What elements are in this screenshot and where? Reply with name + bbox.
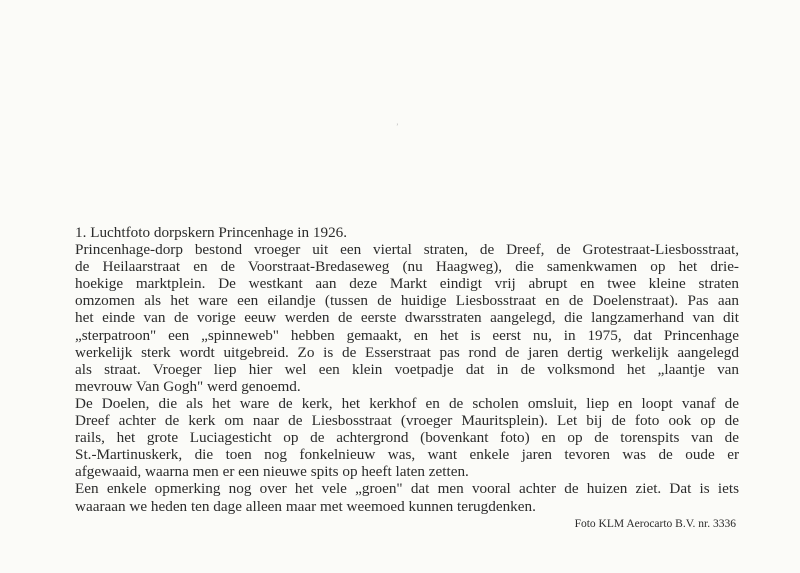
text-line: als straat. Vroeger liep hier wel een klein voetpadje dat in de volksmond het „laantje van (75, 360, 739, 378)
scan-speck: ’ (396, 122, 399, 131)
text-line: afgewaaid, waarna men er een nieuwe spits op heeft laten zetten. (75, 463, 469, 481)
text-line: mevrouw Van Gogh" werd genoemd. (75, 377, 301, 395)
text-line: omzomen als het ware een eilandje (tussen de huidige Liesbosstraat en de Doelenstraat). Pas aan (75, 292, 739, 310)
text-line: Dreef achter de kerk om naar de Liesbosstraat (vroeger Mauritsplein). Let bij de foto ook op de (75, 412, 739, 430)
text-line: hoekige marktplein. De westkant aan deze Markt eindigt vrij abrupt en twee kleine straten (75, 275, 739, 293)
text-line: De Doelen, die als het ware de kerk, het kerkhof en de scholen omsluit, liep en loopt vanaf de (75, 394, 739, 412)
text-line: het einde van de vorige eeuw werden de eerste dwarsstraten aangelegd, die langzamerhand van dit (75, 309, 739, 327)
text-line: waaraan we heden ten dage alleen maar met weemoed kunnen terugdenken. (75, 497, 536, 515)
body-text (75, 224, 739, 515)
text-line: de Heilaarstraat en de Voorstraat-Bredaseweg (nu Haagweg), die samenkwamen op het drie- (75, 258, 739, 276)
text-line: rails, het grote Luciagesticht op de achtergrond (bovenkant foto) en op de torenspits van de (75, 429, 739, 447)
text-line: werkelijk sterk wordt uitgebreid. Zo is de Esserstraat pas rond de jaren dertig werkelijk aangelegd (75, 343, 739, 361)
text-line: Princenhage-dorp bestond vroeger uit een viertal straten, de Dreef, de Grotestraat-Liesbosstraat, (75, 241, 739, 259)
text-line: Een enkele opmerking nog over het vele „groen" dat men vooral achter de huizen ziet. Dat is iets (75, 480, 739, 498)
figure-caption: 1. Luchtfoto dorpskern Princenhage in 1926. (75, 224, 348, 241)
text-line: St.-Martinuskerk, die toen nog fonkelnieuw was, want enkele jaren tevoren was de oude er (75, 446, 739, 464)
text-line: „sterpatroon" een „spinneweb" hebben gemaakt, en het is eerst nu, in 1975, dat Princenhage (75, 326, 739, 344)
photo-credit: Foto KLM Aerocarto B.V. nr. 3336 (574, 518, 736, 530)
